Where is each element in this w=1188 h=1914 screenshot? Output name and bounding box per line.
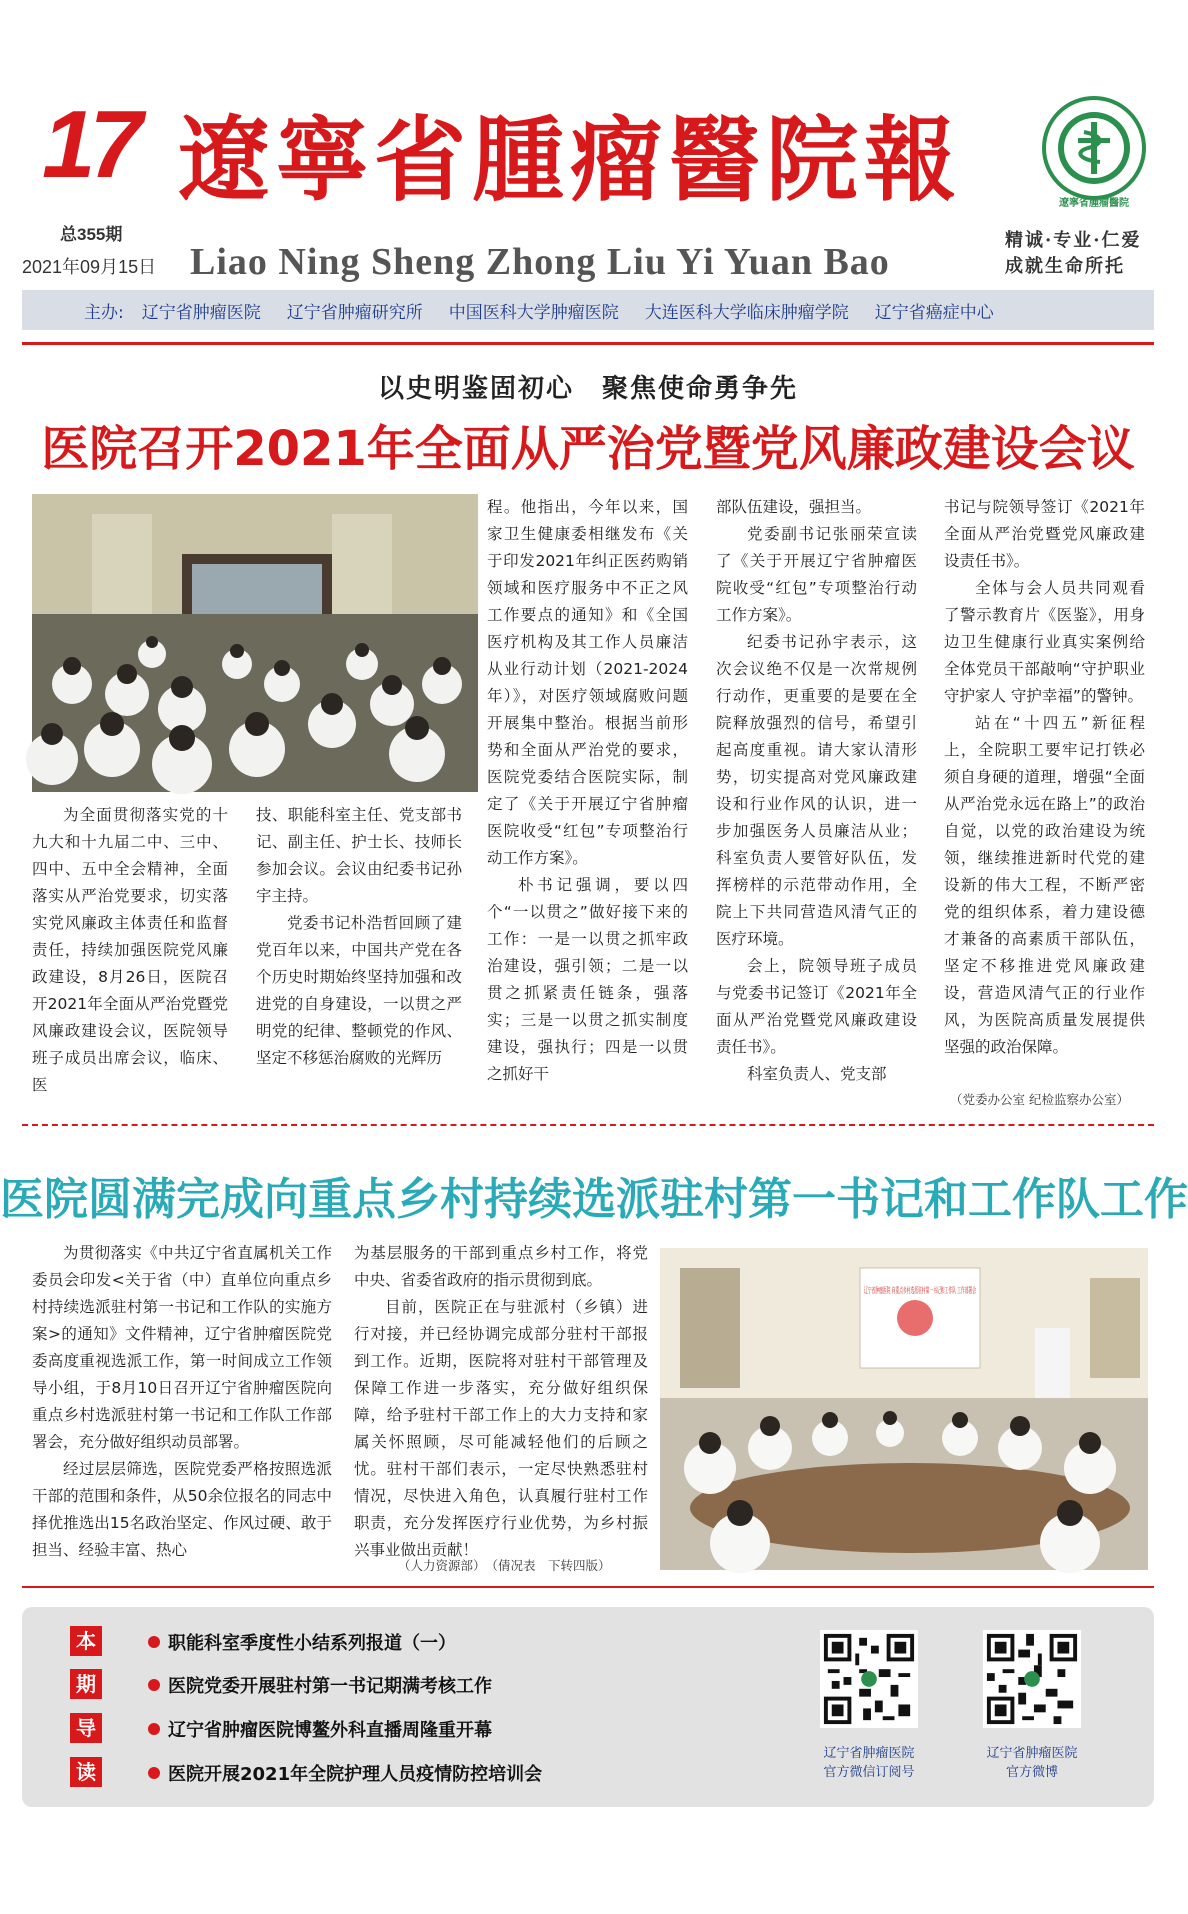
article2-column-1 (32, 1240, 332, 1570)
guide-item-label: 医院党委开展驻村第一书记期满考核工作 (168, 1676, 492, 1697)
article1-column-3 (487, 494, 688, 1083)
bullet-icon (148, 1767, 160, 1779)
guide-tag: 本 (70, 1626, 102, 1656)
guide-tag: 读 (70, 1757, 102, 1787)
masthead-divider (22, 342, 1154, 345)
weibo-qr-code[interactable] (983, 1630, 1081, 1728)
newspaper-title-pinyin: Liao Ning Sheng Zhong Liu Yi Yuan Bao (190, 241, 890, 283)
guide-item-label: 辽宁省肿瘤医院博鳌外科直播周隆重开幕 (168, 1720, 492, 1741)
meeting-photo (32, 494, 478, 792)
weibo-qr-caption (963, 1744, 1101, 1782)
paragraph: 为贯彻落实《中共辽宁省直属机关工作委员会印发<关于省（中）直单位向重点乡村持续选派驻村第一书记和工作队的实施方案>的通知》文件精神，辽宁省肿瘤医院党委高度重视选派工作，第一时间成立工作领导小组，于8月10日召开辽宁省肿瘤医院向重点乡村选派驻村第一书记和工作队工作部署会，充分做好组织动员部署。 (32, 1244, 332, 1451)
paragraph: 朴书记强调，要以四个“一以贯之”做好接下来的工作：一是一以贯之抓牢政治建设，强引领；二是一以贯之抓紧责任链条，强落实；三是一以贯之抓实制度建设，强执行；四是一以贯之抓好干 (487, 876, 688, 1083)
paragraph: 会上，院领导班子成员与党委书记签订《2021年全面从严治党暨党风廉政建设责任书》。 (716, 957, 917, 1056)
paragraph: 纪委书记孙宇表示，这次会议绝不仅是一次常规例行动作，更重要的是要在全院释放强烈的信号，希望引起高度重视。请大家认清形势，切实提高对党风廉政建设和行业作风的认识，进一步加强医务人员廉洁从业；科室负责人要管好队伍，发挥榜样的示范带动作用，全院上下共同营造风清气正的医疗环境。 (716, 633, 917, 948)
sponsor-item: 辽宁省肿瘤医院 (141, 302, 261, 323)
paragraph: 部队伍建设，强担当。 (716, 498, 872, 516)
paragraph: 全体与会人员共同观看了警示教育片《医鉴》，用身边卫生健康行业真实案例给全体党员干部敲响“守护职业 守护家人 守护幸福”的警钟。 (944, 579, 1145, 705)
sponsors-band (22, 290, 1154, 330)
sponsor-item: 中国医科大学肿瘤医院 (448, 302, 619, 323)
paragraph: 党委副书记张丽荣宣读了《关于开展辽宁省肿瘤医院收受“红包”专项整治行动工作方案》。 (716, 525, 917, 624)
newspaper-title: 遼寧省腫瘤醫院報 (178, 106, 963, 214)
bullet-icon (148, 1636, 160, 1648)
guide-item[interactable] (148, 1672, 492, 1698)
bottom-divider (22, 1586, 1154, 1588)
paragraph: 站在“十四五”新征程上，全院职工要牢记打铁必须自身硬的道理，增强“全面从严治党永远在路上”的政治自觉，以党的政治建设为统领，继续推进新时代党的建设新的伟大工程，不断严密党的组织体系，着力建设德才兼备的高素质干部队伍，坚定不移推进党风廉政建设，营造风清气正的行业作风，为医院高质量发展提供坚强的政治保障。 (944, 714, 1145, 1056)
article1-headline: 医院召开2021年全面从严治党暨党风廉政建设会议 (41, 421, 1135, 477)
bullet-icon (148, 1679, 160, 1691)
issue-total: 总355期 (60, 225, 123, 244)
wechat-qr-caption (800, 1744, 938, 1782)
work-team-photo (660, 1248, 1148, 1570)
guide-item[interactable] (148, 1629, 456, 1655)
article1-column-4 (716, 494, 917, 1083)
paragraph: 书记与院领导签订《2021年全面从严治党暨党风廉政建设责任书》。 (944, 498, 1145, 570)
guide-item-label: 职能科室季度性小结系列报道（一） (168, 1633, 456, 1654)
article1-credit: （党委办公室 纪检监察办公室） (950, 1092, 1129, 1107)
logo-caption: 遼寧省腫瘤醫院 (1059, 198, 1129, 209)
sponsors-lead: 主办: (84, 302, 124, 323)
paragraph: 为全面贯彻落实党的十九大和十九届二中、三中、四中、五中全会精神，全面落实从严治党要求，切实落实党风廉政主体责任和监督责任，持续加强医院党风廉政建设，8月26日，医院召开2021年全面从严治党暨党风廉政建设会议，医院领导班子成员出席会议，临床、医 (32, 806, 228, 1094)
guide-item[interactable] (148, 1716, 492, 1742)
banner-text (864, 1285, 976, 1295)
guide-item-label: 医院开展2021年全院护理人员疫情防控培训会 (168, 1764, 543, 1785)
motto-line-2: 成就生命所托 (1005, 256, 1125, 277)
article1-subtitle: 以史明鉴固初心 聚焦使命勇争先 (377, 374, 798, 404)
article2-column-2 (354, 1240, 648, 1570)
article1-column-1 (32, 802, 228, 1094)
qr-caption-line: 辽宁省肿瘤医院 (823, 1746, 915, 1761)
motto-line-1: 精诚·专业·仁爱 (1005, 230, 1142, 251)
paragraph: 技、职能科室主任、党支部书记、副主任、护士长、技师长参加会议。会议由纪委书记孙宇主持。 (256, 806, 462, 905)
guide-tag: 期 (70, 1669, 102, 1699)
sponsor-item: 辽宁省癌症中心 (874, 302, 994, 323)
guide-item[interactable] (148, 1760, 542, 1786)
wechat-qr-code[interactable] (820, 1630, 918, 1728)
hospital-logo (1040, 94, 1148, 214)
article2-credit: （人力资源部） （倩况表 下转四版） (398, 1558, 611, 1573)
article1-column-2 (256, 802, 462, 1076)
qr-caption-line: 官方微博 (1005, 1765, 1058, 1780)
page-number: 17 (42, 91, 137, 198)
article1-column-5 (944, 494, 1145, 1078)
paragraph: 科室负责人、党支部 (747, 1065, 887, 1083)
sponsor-item: 辽宁省肿瘤研究所 (286, 302, 423, 323)
sponsor-item: 大连医科大学临床肿瘤学院 (644, 302, 849, 323)
article2-headline: 医院圆满完成向重点乡村持续选派驻村第一书记和工作队工作 (0, 1174, 1188, 1225)
article-divider (22, 1124, 1154, 1126)
paragraph: 党委书记朴浩哲回顾了建党百年以来，中国共产党在各个历史时期始终坚持加强和改进党的自身建设，一以贯之严明党的纪律、整顿党的作风、坚定不移惩治腐败的光辉历 (256, 914, 462, 1067)
issue-date: 2021年09月15日 (22, 257, 157, 277)
qr-caption-line: 辽宁省肿瘤医院 (986, 1746, 1078, 1761)
paragraph: 为基层服务的干部到重点乡村工作，将党中央、省委省政府的指示贯彻到底。 (354, 1244, 648, 1289)
qr-caption-line: 官方微信订阅号 (823, 1765, 915, 1780)
paragraph: 目前，医院正在与驻派村（乡镇）进行对接，并已经协调完成部分驻村干部报到工作。近期，医院将对驻村干部管理及保障工作进一步落实，充分做好组织保障，给予驻村干部工作上的大力支持和家属关怀照顾，尽可能减轻他们的后顾之忧。驻村干部们表示，一定尽快熟悉驻村情况，尽快进入角色，认真履行驻村工作职责，充分发挥医疗行业优势，为乡村振兴事业做出贡献！ (354, 1298, 648, 1559)
paragraph: 经过层层筛选，医院党委严格按照选派干部的范围和条件，从50余位报名的同志中择优推选出15名政治坚定、作风过硬、敢于担当、经验丰富、热心 (32, 1460, 332, 1559)
guide-tag: 导 (70, 1713, 102, 1743)
paragraph: 程。他指出，今年以来，国家卫生健康委相继发布《关于印发2021年纠正医药购销领域和医疗服务中不正之风工作要点的通知》和《全国医疗机构及其工作人员廉洁从业行动计划（2021-2024年）》，对医疗领域腐败问题开展集中整治。根据当前形势和全面从严治党的要求，医院党委结合医院实际，制定了《关于开展辽宁省肿瘤医院收受“红包”专项整治行动工作方案》。 (487, 498, 688, 867)
bullet-icon (148, 1723, 160, 1735)
